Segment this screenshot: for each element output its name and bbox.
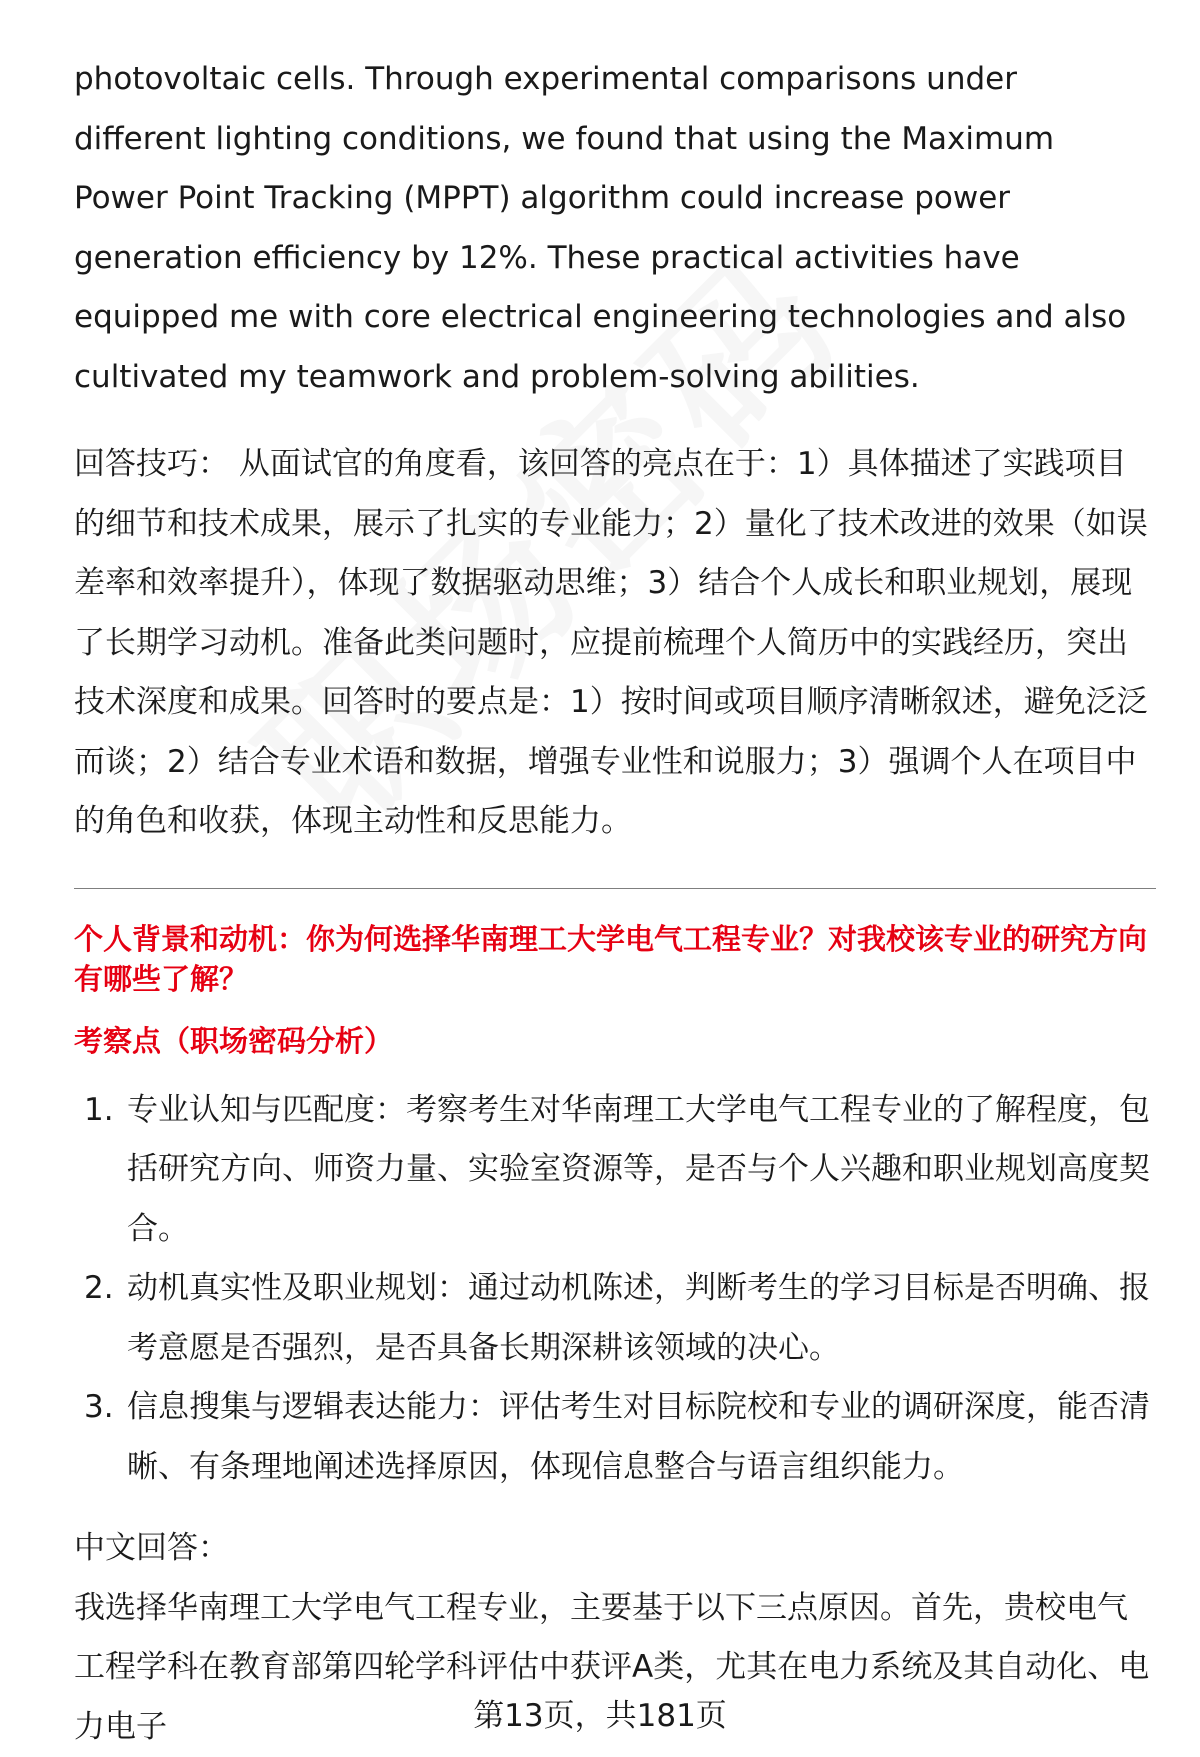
answer-label: 中文回答：	[74, 1519, 1154, 1579]
list-item	[74, 1378, 1154, 1497]
answer-paragraph: 我选择华南理工大学电气工程专业，主要基于以下三点原因。首先，贵校电气工程学科在教育部第四轮学科评估中获评A类，尤其在电力系统及其自动化、电力电子	[74, 1579, 1154, 1757]
answer-tips-paragraph: 回答技巧： 从面试官的角度看，该回答的亮点在于：1）具体描述了实践项目的细节和技术成果，展示了扎实的专业能力；2）量化了技术改进的效果（如误差率和效率提升），体现了数据驱动思维；3）结合个人成长和职业规划，展现了长期学习动机。准备此类问题时，应提前梳理个人简历中的实践经历，突出技术深度和成果。回答时的要点是：1）按时间或项目顺序清晰叙述，避免泛泛而谈；2）结合专业术语和数据，增强专业性和说服力；3）强调个人在项目中的角色和收获，体现主动性和反思能力。	[74, 435, 1154, 852]
document-page	[74, 50, 1154, 1757]
question-title: 个人背景和动机：你为何选择华南理工大学电气工程专业？对我校该专业的研究方向有哪些了解？	[74, 919, 1154, 999]
list-item-text: 动机真实性及职业规划：通过动机陈述，判断考生的学习目标是否明确、报考意愿是否强烈，是否具备长期深耕该领域的决心。	[127, 1270, 1150, 1366]
list-item-number: 1.	[84, 1081, 114, 1141]
list-item	[74, 1259, 1154, 1378]
page-footer: 第13页，共181页	[0, 1696, 1200, 1736]
analysis-points-list	[74, 1081, 1154, 1498]
analysis-title: 考察点（职场密码分析）	[74, 1021, 1154, 1061]
list-item-number: 2.	[84, 1259, 114, 1319]
list-item-text: 信息搜集与逻辑表达能力：评估考生对目标院校和专业的调研深度，能否清晰、有条理地阐述选择原因，体现信息整合与语言组织能力。	[127, 1389, 1150, 1485]
list-item-number: 3.	[84, 1378, 114, 1438]
list-item-text: 专业认知与匹配度：考察考生对华南理工大学电气工程专业的了解程度，包括研究方向、师资力量、实验室资源等，是否与个人兴趣和职业规划高度契合。	[127, 1092, 1150, 1247]
list-item	[74, 1081, 1154, 1260]
intro-paragraph: photovoltaic cells. Through experimental comparisons under different lighting conditions, we found that using the Maximum Power Point Tracking (MPPT) algorithm could increase power generation efficiency by 12%. These practical activities have equipped me with core electrical engineering technologies and also cultivated my teamwork and problem-solving abilities.	[74, 50, 1154, 407]
section-divider	[74, 888, 1156, 889]
